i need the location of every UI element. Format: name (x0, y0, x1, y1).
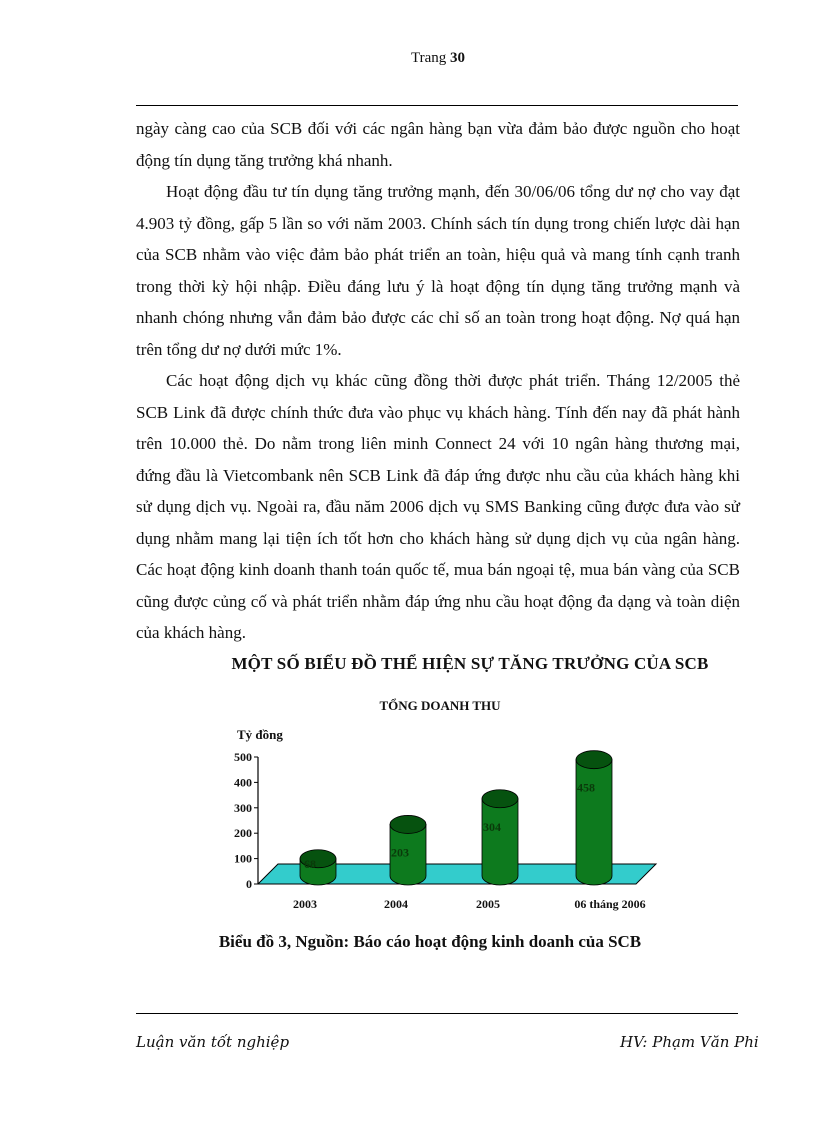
data-label: 458 (577, 780, 595, 795)
header-rule (136, 105, 738, 106)
y-axis-label: Tỷ đồng (237, 727, 283, 742)
footer-author: HV: Phạm Văn Phi (620, 1033, 759, 1051)
data-label: 68 (304, 857, 316, 871)
paragraph-3: Các hoạt động dịch vụ khác cũng đồng thời được phát triển. Tháng 12/2005 thẻ SCB Link đã được chính thức đưa vào phục vụ khách hàng. Tính đến nay đã phát hành trên 10.000 thẻ. Do nằm trong liên minh Connect 24 với 10 ngân hàng thương mại, đứng đầu là Vietcombank nên SCB Link đã đáp ứng được nhu cầu của khách hàng khi sử dụng dịch vụ. Ngoài ra, đầu năm 2006 dịch vụ SMS Banking cũng được đưa vào sử dụng nhằm mang lại tiện ích tốt hơn cho khách hàng sử dụng dịch vụ của ngân hàng. Các hoạt động kinh doanh thanh toán quốc tế, mua bán ngoại tệ, mua bán vàng của SCB cũng được củng cố và phát triển nhằm đáp ứng nhu cầu hoạt động đa dạng và toàn diện của khách hàng. (136, 371, 740, 642)
body-text (136, 113, 740, 649)
section-title: MỘT SỐ BIỂU ĐỒ THỂ HIỆN SỰ TĂNG TRƯỞNG CỦA SCB (231, 654, 709, 673)
footer-rule (136, 1013, 738, 1014)
data-label: 203 (391, 845, 409, 860)
revenue-chart (200, 690, 670, 920)
page-header (0, 50, 816, 67)
data-label: 304 (483, 819, 501, 834)
y-tick-label: 400 (234, 775, 252, 790)
x-tick-label: 2003 (293, 897, 317, 911)
y-tick-label: 500 (234, 750, 252, 764)
bar-top (482, 790, 518, 808)
chart-caption: Biểu đồ 3, Nguồn: Báo cáo hoạt động kinh doanh của SCB (218, 932, 642, 951)
paragraph-2: Hoạt động đầu tư tín dụng tăng trưởng mạnh, đến 30/06/06 tổng dư nợ cho vay đạt 4.903 tỷ đồng, gấp 5 lần so với năm 2003. Chính sách tín dụng trong chiến lược dài hạn của SCB nhằm vào việc đảm bảo phát triển an toàn, hiệu quả và mang tính cạnh tranh trong thời kỳ hội nhập. Điều đáng lưu ý là hoạt động tín dụng tăng trưởng mạnh và nhanh chóng nhưng vẫn đảm bảo được các chỉ số an toàn trong hoạt động. Nợ quá hạn trên tổng dư nợ dưới mức 1%. (136, 182, 740, 359)
page-label: Trang (410, 50, 447, 66)
x-tick-label: 2005 (476, 897, 500, 911)
y-tick-label: 300 (234, 800, 252, 815)
y-tick-label: 100 (234, 851, 252, 866)
bar-top (576, 751, 612, 769)
bar (576, 760, 612, 885)
x-tick-label: 06 tháng 2006 (574, 897, 646, 911)
y-tick-label: 0 (246, 877, 252, 891)
footer-thesis: Luận văn tốt nghiệp (136, 1033, 290, 1051)
x-tick-label: 2004 (384, 897, 408, 911)
chart-title: TỔNG DOANH THU (379, 698, 501, 713)
bar-top (390, 815, 426, 833)
page-number: 30 (450, 50, 466, 66)
paragraph-1: ngày càng cao của SCB đối với các ngân hàng bạn vừa đảm bảo được nguồn cho hoạt động tín dụng tăng trưởng khá nhanh. (136, 119, 740, 170)
y-tick-label: 200 (234, 826, 252, 841)
bar (482, 799, 518, 885)
